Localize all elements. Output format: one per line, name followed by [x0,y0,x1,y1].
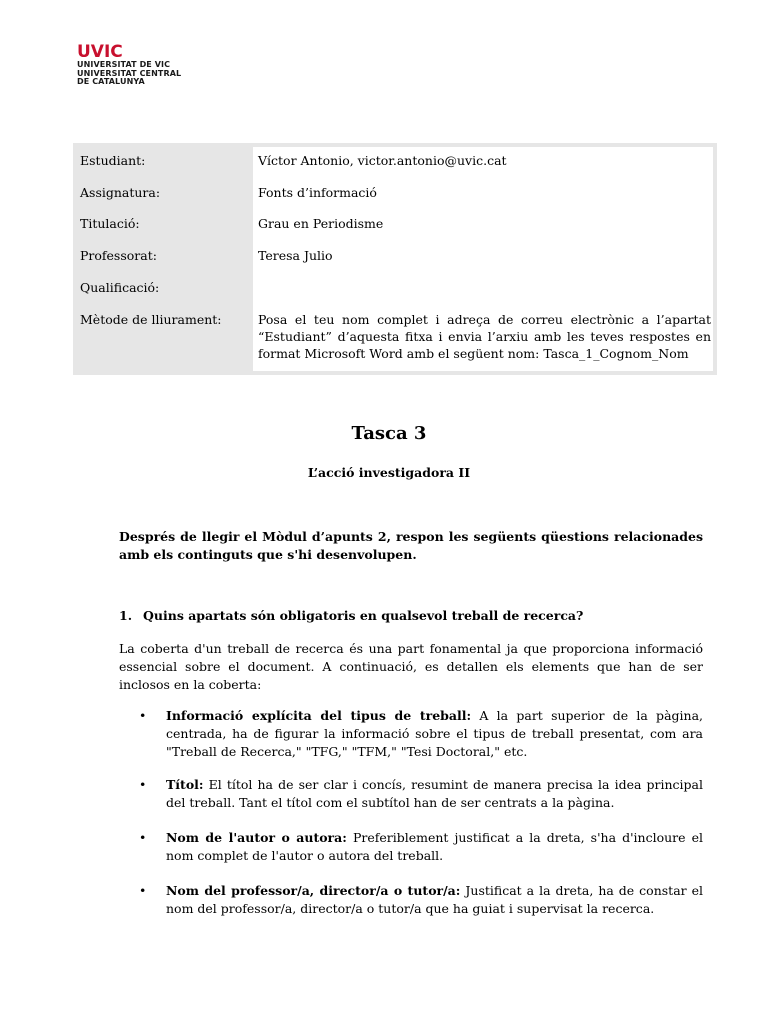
bullet-description: A la part superior de la pàgina, centrada, ha de figurar la informació sobre el tipus de treball presentat, com ara "Treball de Recerca," "TFG," "TFM," "Tesi Doctoral," etc. [166,708,703,759]
bullet-item [139,829,703,865]
logo-line-1: UNIVERSITAT DE VIC [77,60,171,69]
uvic-logo [77,43,197,87]
estudiant-label: Estudiant: [80,153,146,168]
metode-label: Mètode de lliurament: [80,312,222,327]
bullet-dot: • [139,883,147,898]
logo-line-2: UNIVERSITAT CENTRAL [77,68,182,78]
titulacio-label: Titulació: [80,216,140,231]
bullet-term: Nom del professor/a, director/a o tutor/a: [166,883,461,898]
bullet-description: Preferiblement justificat a la dreta, s'ha d'incloure el nom complet de l'autor o autora del treball. [166,830,703,863]
bullet-dot: • [139,830,147,845]
assignatura-value: Fonts d’informació [258,185,377,200]
professorat-value: Teresa Julio [258,248,333,263]
titulacio-value: Grau en Periodisme [258,216,384,231]
uvic-logo-mark [77,43,197,61]
bullet-term: Títol: [166,777,204,792]
bullet-dot: • [139,777,147,792]
document-subtitle: L’acció investigadora II [307,465,471,480]
bullet-item [139,707,703,761]
answer-intro: La coberta d'un treball de recerca és una part fonamental ja que proporciona informació essencial sobre el document. A continuació, es detallen els elements que han de ser inclosos en la coberta: [119,641,703,692]
uvic-logo-wordmark: UVIC [77,42,123,62]
intro-instruction: Després de llegir el Mòdul d’apunts 2, respon les següents qüestions relacionades amb els continguts que s'hi desenvolupen. [119,529,703,562]
question-1 [119,608,583,623]
question-1-text: Quins apartats són obligatoris en qualsevol treball de recerca? [143,608,584,623]
bullet-dot: • [139,708,147,723]
bullet-description: Justificat a la dreta, ha de constar el nom del professor/a, director/a o tutor/a que ha guiat i supervisat la recerca. [166,883,703,916]
bullet-term: Nom de l'autor o autora: [166,830,347,845]
estudiant-value: Víctor Antonio, victor.antonio@uvic.cat [258,153,507,168]
bullet-item [139,882,703,918]
logo-line-3: DE CATALUNYA [77,77,145,86]
question-1-number: 1. [119,608,133,623]
student-info-table [73,143,717,375]
bullet-description: El títol ha de ser clar i concís, resumint de manera precisa la idea principal del treball. Tant el títol com el subtítol han de ser centrats a la pàgina. [166,777,703,810]
professorat-label: Professorat: [80,248,157,263]
document-title: Tasca 3 [351,423,427,444]
bullet-term: Informació explícita del tipus de treball: [166,708,472,723]
metode-value: Posa el teu nom complet i adreça de correu electrònic a l’apartat “Estudiant” d’aquesta fitxa i envia l’arxiu amb les teves respostes en format Microsoft Word amb el següent nom: Tasca_1_Cognom_Nom [258,312,711,361]
qualificacio-label: Qualificació: [80,280,160,295]
assignatura-label: Assignatura: [80,185,161,200]
bullet-item [139,776,703,812]
